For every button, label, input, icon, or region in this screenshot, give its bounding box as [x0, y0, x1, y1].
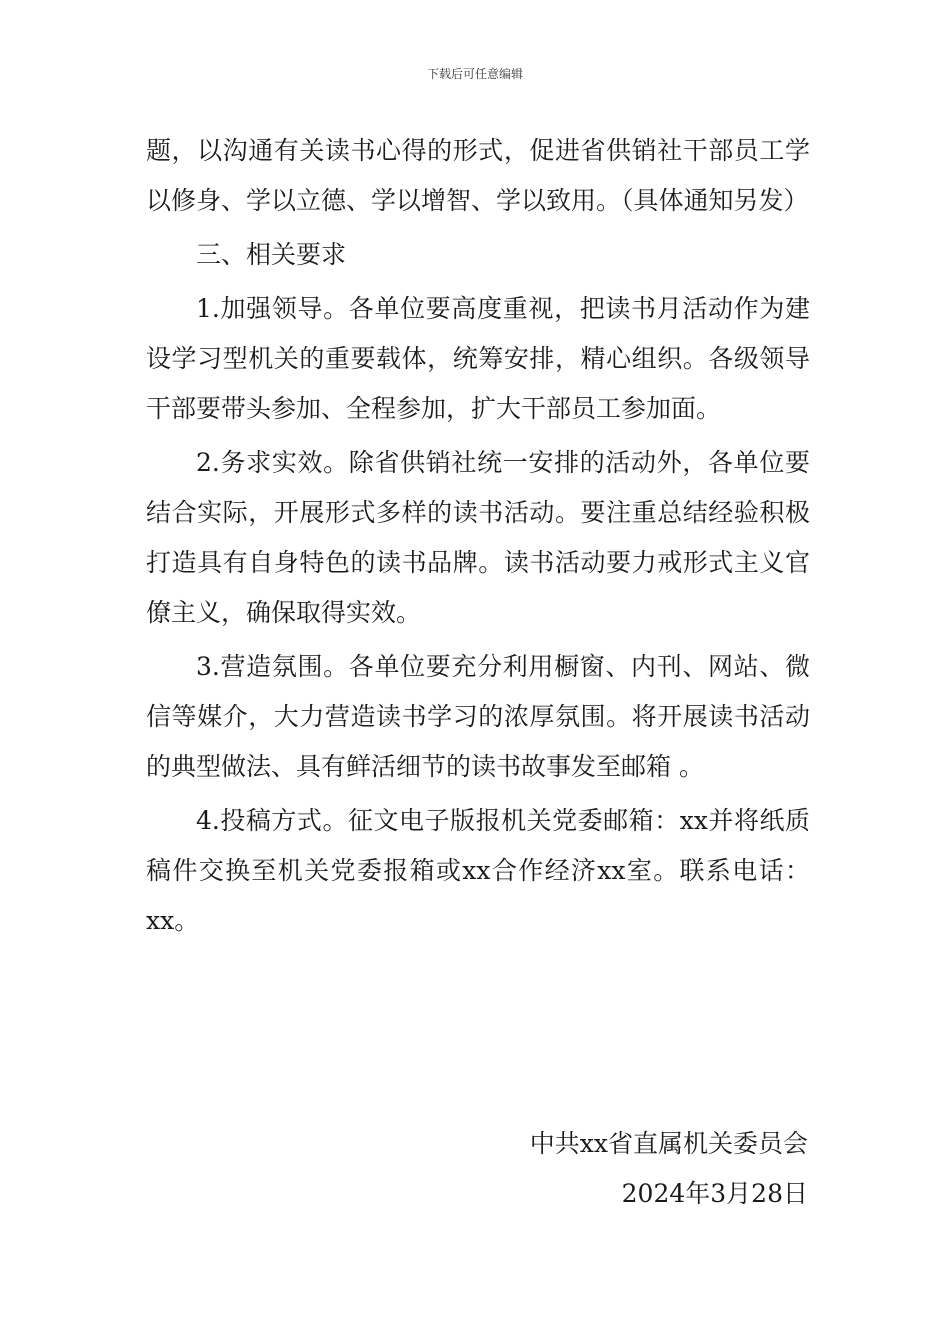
paragraph-item-4: 4.投稿方式。征文电子版报机关党委邮箱：xx并将纸质稿件交换至机关党委报箱或xx合作经济xx室。联系电话：xx。: [146, 806, 810, 935]
section-heading-requirements: 三、相关要求: [196, 240, 347, 269]
paragraph-item-1: 1.加强领导。各单位要高度重视，把读书月活动作为建设学习型机关的重要载体，统筹安排，精心组织。各级领导干部要带头参加、全程参加，扩大干部员工参加面。: [146, 294, 810, 423]
page-header-note: 下载后可任意编辑: [426, 67, 523, 81]
paragraph-continuation: 题，以沟通有关读书心得的形式，促进省供销社干部员工学以修身、学以立德、学以增智、学以致用。（具体通知另发）: [146, 136, 810, 215]
document-body: [146, 126, 810, 950]
signature-date: 2024年3月28日: [621, 1179, 808, 1208]
signature-organization: 中共xx省直属机关委员会: [529, 1129, 808, 1158]
paragraph-item-2: 2.务求实效。除省供销社统一安排的活动外，各单位要结合实际，开展形式多样的读书活动。要注重总结经验积极打造具有自身特色的读书品牌。读书活动要力戒形式主义官僚主义，确保取得实效。: [146, 448, 810, 627]
paragraph-item-3: 3.营造氛围。各单位要充分利用橱窗、内刊、网站、微信等媒介，大力营造读书学习的浓厚氛围。将开展读书活动的典型做法、具有鲜活细节的读书故事发至邮箱 。: [146, 652, 810, 781]
